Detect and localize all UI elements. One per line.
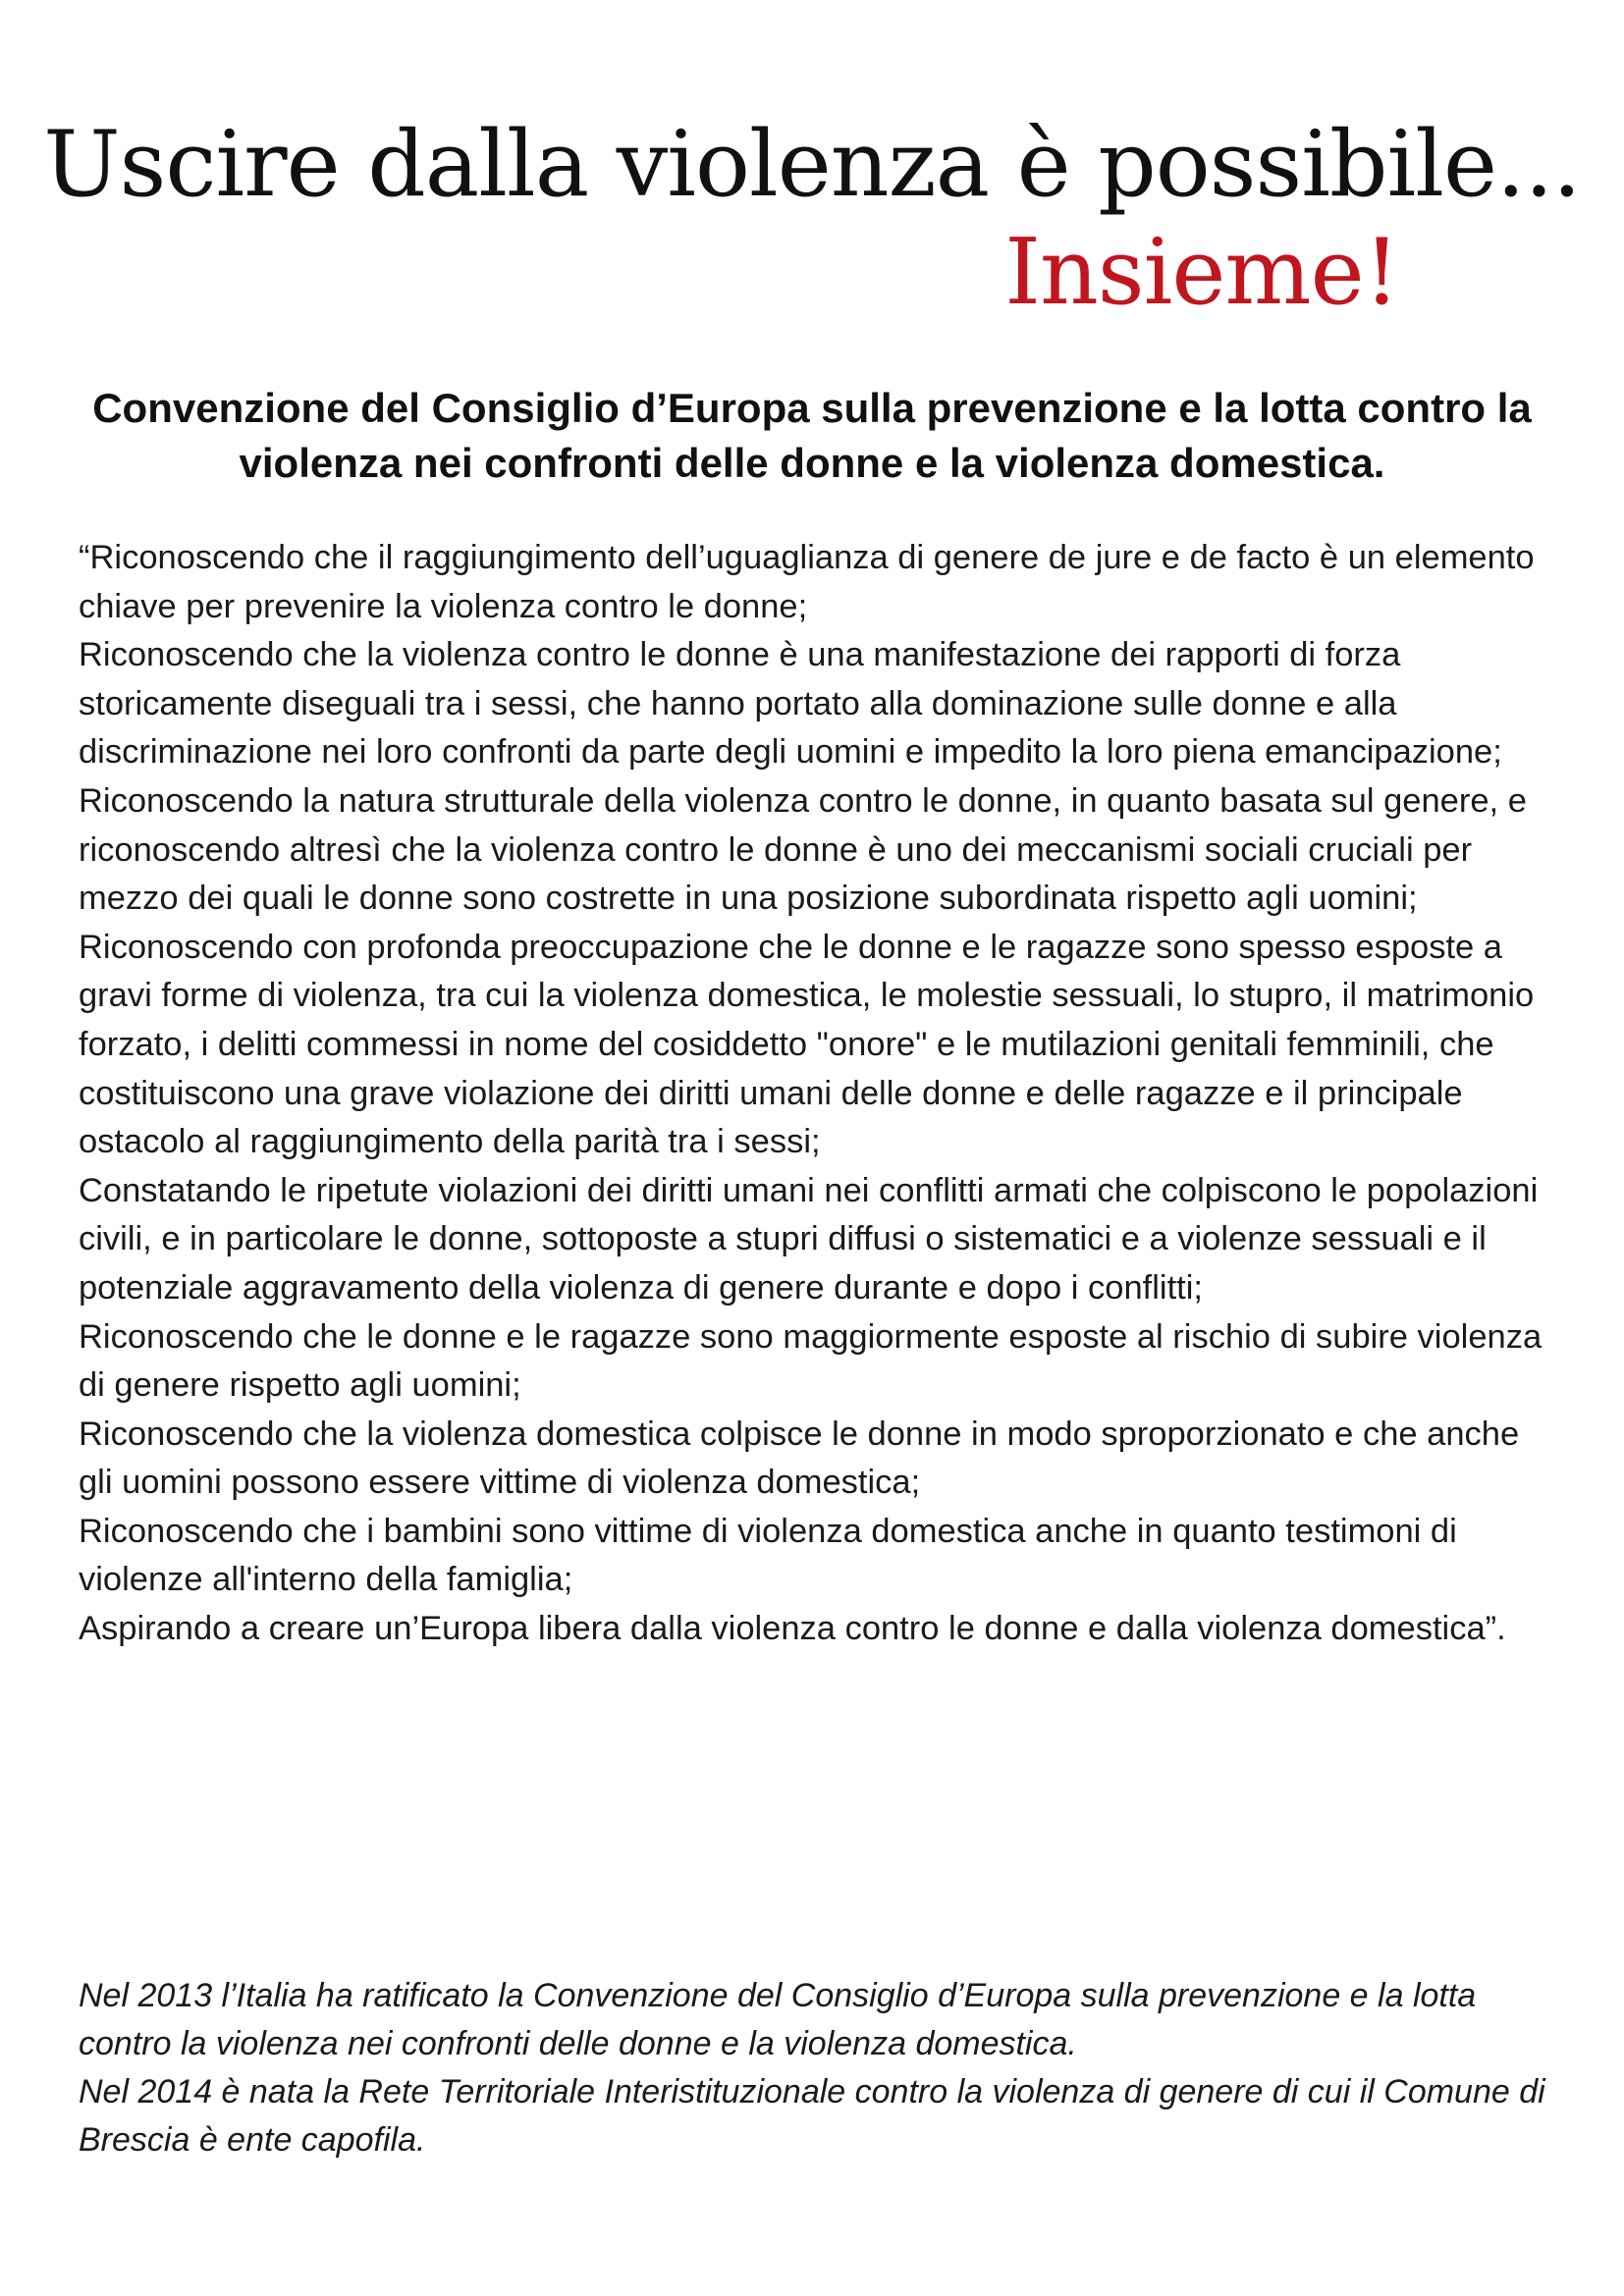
footer-paragraph-2014: Nel 2014 è nata la Rete Territoriale Interistituzionale contro la violenza di genere di cui il Comune di Brescia è ente capofila. bbox=[79, 2073, 1545, 2159]
convention-subtitle: Convenzione del Consiglio d’Europa sulla prevenzione e la lotta contro la violenza nei confronti delle donne e la violenza domestica. bbox=[92, 385, 1532, 486]
preamble-paragraph: Riconoscendo che la violenza contro le donne è una manifestazione dei rapporti di forza storicamente diseguali tra i sessi, che hanno portato alla dominazione sulle donne e alla discriminazione nei loro confronti da parte degli uomini e impedito la loro piena emancipazione; bbox=[79, 636, 1502, 772]
page-title bbox=[0, 110, 1624, 325]
preamble-paragraph: Riconoscendo che i bambini sono vittime di violenza domestica anche in quanto testimoni di violenze all'interno della famiglia; bbox=[79, 1512, 1457, 1599]
preamble-paragraph: Riconoscendo che le donne e le ragazze sono maggiormente esposte al rischio di subire violenza di genere rispetto agli uomini; bbox=[79, 1317, 1543, 1405]
footer-paragraph-2013: Nel 2013 l’Italia ha ratificato la Convenzione del Consiglio d’Europa sulla prevenzione e la lotta contro la violenza nei confronti delle donne e la violenza domestica. bbox=[79, 1977, 1477, 2062]
preamble-paragraph: Aspirando a creare un’Europa libera dalla violenza contro le donne e dalla violenza domestica”. bbox=[79, 1610, 1506, 1648]
preamble-paragraph: Riconoscendo che la violenza domestica colpisce le donne in modo sproporzionato e che anche gli uomini possono essere vittime di violenza domestica; bbox=[79, 1415, 1520, 1502]
preamble-paragraph: Riconoscendo la natura strutturale della violenza contro le donne, in quanto basata sul genere, e riconoscendo altresì che la violenza contro le donne è uno dei meccanismi sociali cruciali per mezzo dei quali le donne sono costrette in una posizione subordinata rispetto agli uomini; bbox=[79, 781, 1527, 918]
footer-note bbox=[79, 1972, 1551, 2164]
title-line-2-highlight: Insieme! bbox=[1004, 219, 1399, 325]
convention-preamble bbox=[79, 534, 1551, 1654]
title-line-1: Uscire dalla violenza è possibile... bbox=[43, 111, 1581, 217]
preamble-paragraph: “Riconoscendo che il raggiungimento dell’uguaglianza di genere de jure e de facto è un elemento chiave per prevenire la violenza contro le donne; bbox=[79, 539, 1535, 625]
preamble-paragraph: Riconoscendo con profonda preoccupazione che le donne e le ragazze sono spesso esposte a gravi forme di violenza, tra cui la violenza domestica, le molestie sessuali, lo stupro, il matrimonio forzato, i delitti commessi in nome del cosiddetto "onore" e le mutilazioni genitali femminili, che costituiscono una grave violazione dei diritti umani delle donne e delle ragazze e il principale ostacolo al raggiungimento della parità tra i sessi; bbox=[79, 928, 1535, 1161]
preamble-paragraph: Constatando le ripetute violazioni dei diritti umani nei conflitti armati che colpiscono le popolazioni civili, e in particolare le donne, sottoposte a stupri diffusi o sistematici e a violenze sessuali e il potenziale aggravamento della violenza di genere durante e dopo i conflitti; bbox=[79, 1171, 1539, 1307]
